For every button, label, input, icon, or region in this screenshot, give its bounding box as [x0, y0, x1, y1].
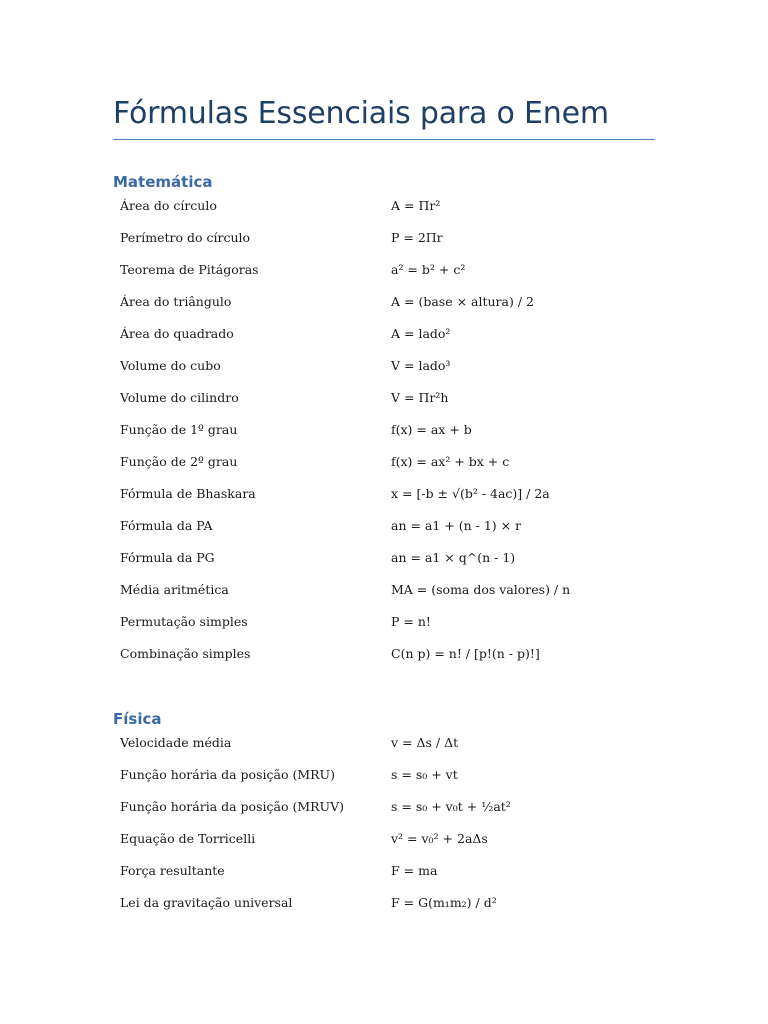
formula-row	[120, 799, 655, 831]
formula-row	[120, 895, 655, 927]
formula-row	[120, 614, 655, 646]
formula-name: Área do quadrado	[120, 326, 234, 341]
formula-name: Fórmula da PA	[120, 518, 213, 533]
formula-name: Área do círculo	[120, 198, 217, 213]
formula-row	[120, 831, 655, 863]
title-divider	[113, 139, 655, 140]
formula-row	[120, 550, 655, 582]
formula-expression: s = s₀ + v₀t + ½at²	[391, 799, 511, 814]
formula-expression: an = a1 + (n - 1) × r	[391, 518, 522, 533]
formula-row	[120, 454, 655, 486]
formula-name: Teorema de Pitágoras	[120, 262, 259, 277]
formula-name: Volume do cilindro	[120, 390, 239, 405]
formula-name: Permutação simples	[120, 614, 248, 629]
formula-name: Fórmula da PG	[120, 550, 215, 565]
formula-expression: F = ma	[391, 863, 438, 878]
formula-row	[120, 767, 655, 799]
formula-row	[120, 230, 655, 262]
formula-name: Fórmula de Bhaskara	[120, 486, 256, 501]
formula-expression: A = Πr²	[391, 198, 441, 213]
formula-row	[120, 582, 655, 614]
formula-expression: MA = (soma dos valores) / n	[391, 582, 571, 597]
formula-expression: s = s₀ + vt	[391, 767, 458, 782]
formula-list-fisica	[120, 735, 655, 927]
formula-row	[120, 735, 655, 767]
formula-name: Equação de Torricelli	[120, 831, 256, 846]
formula-name: Força resultante	[120, 863, 225, 878]
formula-name: Lei da gravitação universal	[120, 895, 293, 910]
formula-row	[120, 198, 655, 230]
formula-name: Função horária da posição (MRU)	[120, 767, 335, 782]
formula-expression: V = lado³	[391, 358, 451, 373]
formula-row	[120, 422, 655, 454]
formula-expression: F = G(m₁m₂) / d²	[391, 895, 497, 910]
formula-name: Volume do cubo	[120, 358, 221, 373]
formula-expression: an = a1 × q^(n - 1)	[391, 550, 516, 565]
formula-expression: C(n p) = n! / [p!(n - p)!]	[391, 646, 540, 661]
formula-expression: P = n!	[391, 614, 431, 629]
formula-row	[120, 646, 655, 678]
formula-expression: a² = b² + c²	[391, 262, 466, 277]
formula-expression: A = lado²	[391, 326, 451, 341]
formula-row	[120, 358, 655, 390]
formula-row	[120, 326, 655, 358]
formula-name: Função de 1º grau	[120, 422, 238, 437]
formula-name: Função horária da posição (MRUV)	[120, 799, 344, 814]
section-heading-fisica: Física	[113, 710, 162, 728]
formula-row	[120, 262, 655, 294]
formula-expression: A = (base × altura) / 2	[391, 294, 534, 309]
section-heading-matematica: Matemática	[113, 173, 213, 191]
formula-row	[120, 390, 655, 422]
formula-name: Média aritmética	[120, 582, 229, 597]
formula-expression: V = Πr²h	[391, 390, 449, 405]
formula-list-matematica	[120, 198, 655, 678]
formula-expression: x = [-b ± √(b² - 4ac)] / 2a	[391, 486, 550, 501]
formula-expression: v² = v₀² + 2aΔs	[391, 831, 488, 846]
formula-row	[120, 518, 655, 550]
document-title: Fórmulas Essenciais para o Enem	[113, 96, 609, 131]
formula-name: Velocidade média	[120, 735, 232, 750]
formula-expression: v = Δs / Δt	[391, 735, 459, 750]
formula-expression: f(x) = ax² + bx + c	[391, 454, 510, 469]
formula-row	[120, 294, 655, 326]
formula-expression: P = 2Πr	[391, 230, 443, 245]
formula-row	[120, 486, 655, 518]
formula-name: Perímetro do círculo	[120, 230, 251, 245]
formula-name: Função de 2º grau	[120, 454, 238, 469]
formula-expression: f(x) = ax + b	[391, 422, 472, 437]
formula-row	[120, 863, 655, 895]
formula-name: Área do triângulo	[120, 294, 232, 309]
formula-name: Combinação simples	[120, 646, 251, 661]
